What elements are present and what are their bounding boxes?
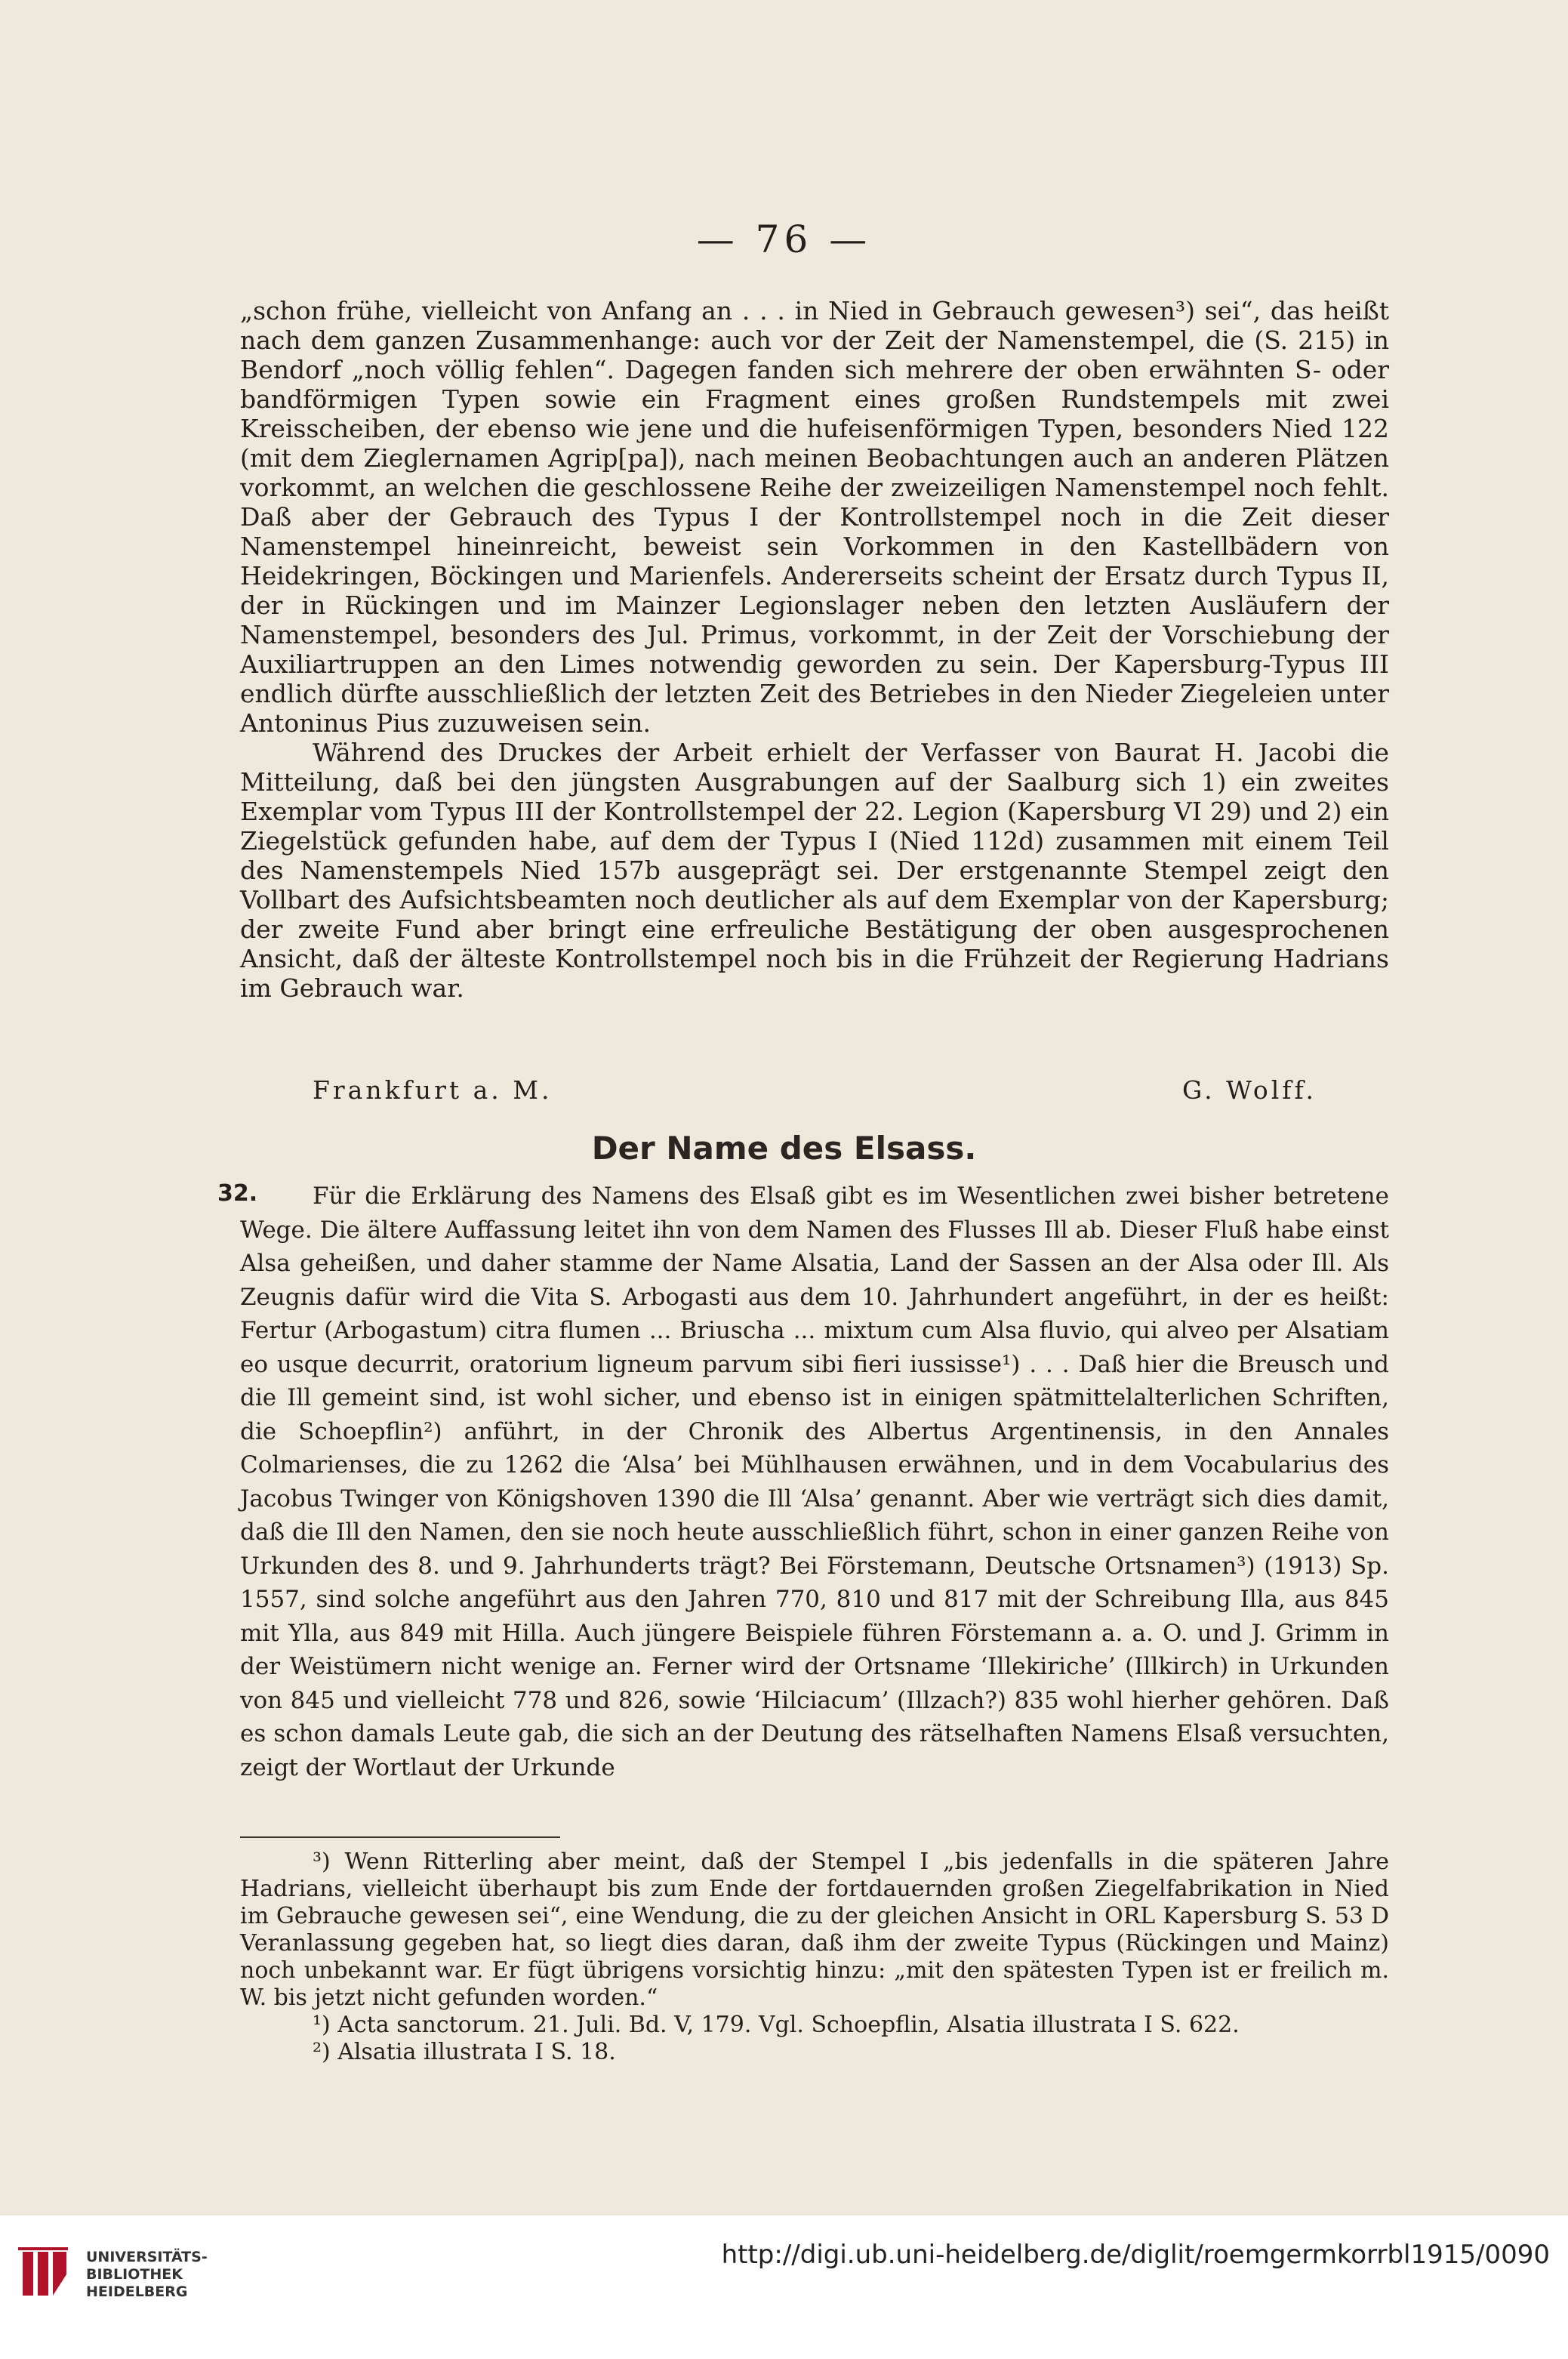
footnote: ³) Wenn Ritterling aber meint, daß der Stempel I „bis jedenfalls in die späteren Jahre Hadrians, vielleicht überhaupt bis zum Ende der fortdauernden großen Ziegelfabrikation in Nied im Gebrauche gewesen sei“, eine Wendung, die zu der gleichen Ansicht in ORL Kapersburg S. 53 D Veranlassung gegeben hat, so liegt dies daran, daß ihm der zweite Typus (Rückingen und Mainz) noch unbekannt war. Er fügt übrigens vorsichtig hinzu: „mit den spätesten Typen ist er freilich m. W. bis jetzt nicht gefunden worden.“ xyxy=(240,1849,1389,2011)
library-name[interactable] xyxy=(86,2249,208,2301)
library-name-line: UNIVERSITÄTS- xyxy=(86,2249,208,2265)
article-title: Der Name des Elsass. xyxy=(591,1130,977,1167)
place-date: Frankfurt a. M. xyxy=(313,1075,553,1105)
library-name-line: HEIDELBERG xyxy=(86,2283,188,2300)
ub-heidelberg-logo-icon[interactable] xyxy=(17,2244,69,2302)
footnote-divider xyxy=(240,1836,560,1838)
paragraph: Während des Druckes der Arbeit erhielt der Verfasser von Baurat H. Jacobi die Mitteilung, daß bei den jüngsten Ausgrabungen auf der Saalburg sich 1) ein zweites Exemplar vom Typus III der Kontrollstempel der 22. Legion (Kapersburg VI 29) und 2) ein Ziegelstück gefunden habe, auf dem der Typus I (Nied 112d) zusammen mit einem Teil des Namenstempels Nied 157b ausgeprägt sei. Der erstgenannte Stempel zeigt den Vollbart des Aufsichtsbeamten noch deutlicher als auf dem Exemplar von der Kapersburg; der zweite Fund aber bringt eine erfreuliche Bestätigung der oben ausgesprochenen Ansicht, daß der älteste Kontrollstempel noch bis in die Frühzeit der Regierung Hadrians im Gebrauch war. xyxy=(240,738,1389,1003)
continued-text xyxy=(240,296,1389,1003)
page-number: — 76 — xyxy=(696,217,872,261)
library-name-line: BIBLIOTHEK xyxy=(86,2266,183,2283)
footer-bar xyxy=(0,2216,1568,2359)
footnote: ¹) Acta sanctorum. 21. Juli. Bd. V, 179. Vgl. Schoepflin, Alsatia illustrata I S. 622. xyxy=(313,2012,1240,2038)
author-name: G. Wolff. xyxy=(1181,1075,1317,1105)
paragraph: Für die Erklärung des Namens des Elsaß gibt es im Wesentlichen zwei bisher betretene Wege. Die ältere Auffassung leitet ihn von dem Namen des Flusses Ill ab. Dieser Fluß habe einst Alsa geheißen, und daher stamme der Name Alsatia, Land der Sassen an der Alsa oder Ill. Als Zeugnis dafür wird die Vita S. Arbogasti aus dem 10. Jahrhundert angeführt, in der es heißt: Fertur (Arbogastum) citra flumen ... Briuscha ... mixtum cum Alsa fluvio, qui alveo per Alsatiam eo usque decurrit, oratorium ligneum parvum sibi fieri iussisse¹) . . . Daß hier die Breusch und die Ill gemeint sind, ist wohl sicher, und ebenso ist in einigen spätmittelalterlichen Schriften, die Schoepflin²) anführt, in der Chronik des Albertus Argentinensis, in den Annales Colmarienses, die zu 1262 die ‘Alsa’ bei Mühlhausen erwähnen, und in dem Vocabularius des Jacobus Twinger von Königshoven 1390 die Ill ‘Alsa’ genannt. Aber wie verträgt sich dies damit, daß die Ill den Namen, den sie noch heute ausschließlich führt, schon in einer ganzen Reihe von Urkunden des 8. und 9. Jahrhunderts trägt? Bei Förstemann, Deutsche Ortsnamen³) (1913) Sp. 1557, sind solche angeführt aus den Jahren 770, 810 und 817 mit der Schreibung Illa, aus 845 mit Ylla, aus 849 mit Hilla. Auch jüngere Beispiele führen Förstemann a. a. O. und J. Grimm in der Weistümern nicht wenige an. Ferner wird der Ortsname ‘Illekiriche’ (Illkirch) in Urkunden von 845 und vielleicht 778 und 826, sowie ‘Hilciacum’ (Illzach?) 835 wohl hierher gehören. Daß es schon damals Leute gab, die sich an der Deutung des rätselhaften Namens Elsaß versuchten, zeigt der Wortlaut der Urkunde xyxy=(240,1183,1389,1781)
section-number: 32. xyxy=(217,1180,258,1207)
source-url-link[interactable]: http://digi.ub.uni-heidelberg.de/diglit/roemgermkorrbl1915/0090 xyxy=(721,2240,1550,2270)
footnotes xyxy=(240,1849,1389,2066)
paragraph: „schon frühe, vielleicht von Anfang an . . . in Nied in Gebrauch gewesen³) sei“, das heißt nach dem ganzen Zusammenhange: auch vor der Zeit der Namenstempel, die (S. 215) in Bendorf „noch völlig fehlen“. Dagegen fanden sich mehrere der oben erwähnten S- oder bandförmigen Typen sowie ein Fragment eines großen Rundstempels mit zwei Kreisscheiben, der ebenso wie jene und die hufeisenförmigen Typen, besonders Nied 122 (mit dem Zieglernamen Agrip[pa]), nach meinen Beobachtungen auch an anderen Plätzen vorkommt, an welchen die geschlossene Reihe der zweizeiligen Namenstempel noch fehlt. Daß aber der Gebrauch des Typus I der Kontrollstempel noch in die Zeit dieser Namenstempel hineinreicht, beweist sein Vorkommen in den Kastellbädern von Heidekringen, Böckingen und Marienfels. Andererseits scheint der Ersatz durch Typus II, der in Rückingen und im Mainzer Legionslager neben den letzten Ausläufern der Namenstempel, besonders des Jul. Primus, vorkommt, in der Zeit der Vorschiebung der Auxiliartruppen an den Limes notwendig geworden zu sein. Der Kapersburg-Typus III endlich dürfte ausschließlich der letzten Zeit des Betriebes in den Nieder Ziegeleien unter Antoninus Pius zuzuweisen sein. xyxy=(240,296,1389,738)
article-text xyxy=(240,1180,1389,1784)
footnote: ²) Alsatia illustrata I S. 18. xyxy=(313,2039,616,2065)
